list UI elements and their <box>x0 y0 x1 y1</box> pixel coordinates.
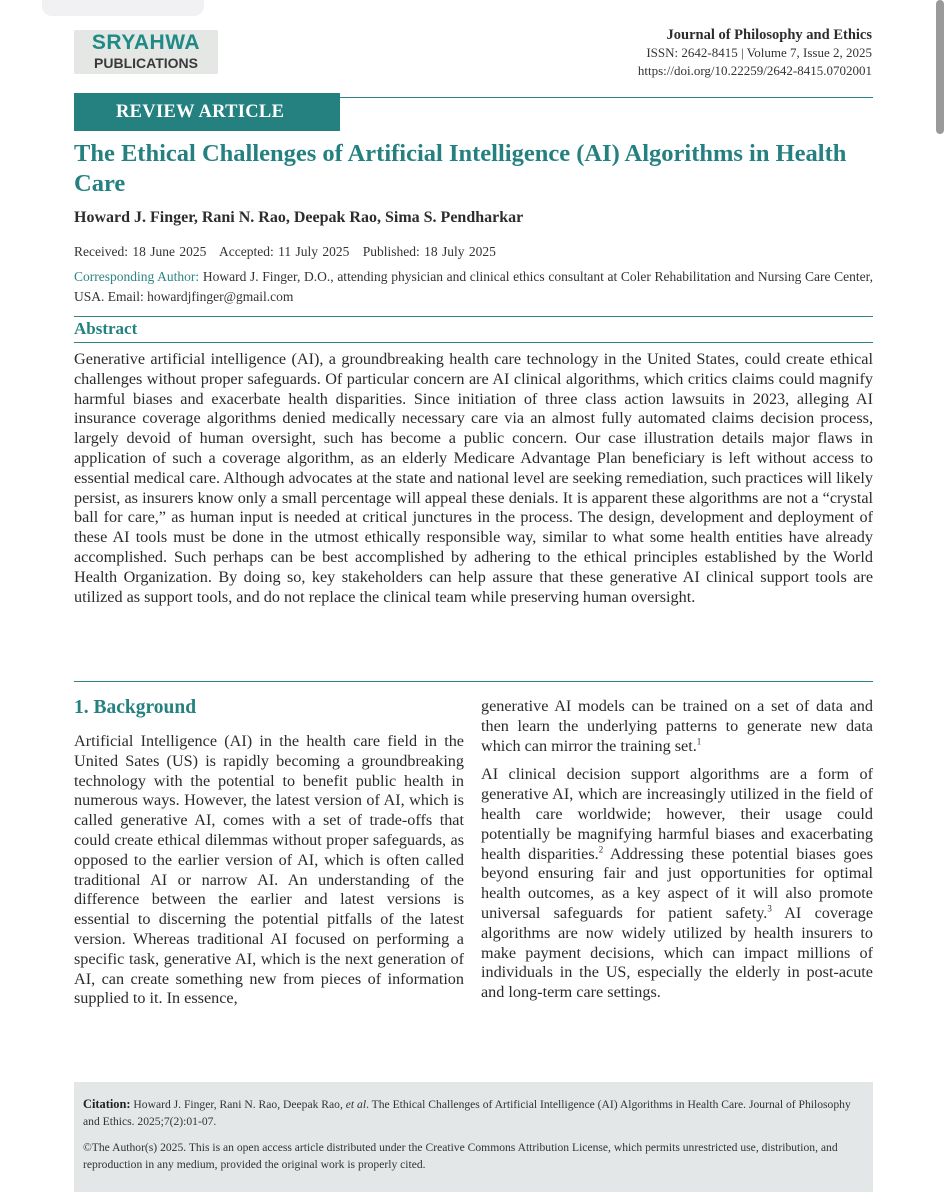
abstract-top-divider <box>74 316 873 317</box>
article-dates <box>74 244 505 260</box>
journal-info <box>638 26 872 80</box>
citation-label: Citation: <box>83 1097 131 1111</box>
scrollbar[interactable] <box>936 0 944 134</box>
reference-1[interactable]: 1 <box>696 736 702 747</box>
published-date: Published: 18 July 2025 <box>362 244 496 259</box>
publisher-sub: PUBLICATIONS <box>94 55 198 71</box>
citation-text: Citation: Howard J. Finger, Rani N. Rao, Deepak Rao, et al. The Ethical Challenges of Artificial Intelligence (AI) Algorithms in Health Care. Journal of Philosophy and Ethics. 2025;7(2):01-07. <box>83 1097 851 1128</box>
abstract-bottom-divider <box>74 681 873 682</box>
browser-top-tab <box>42 0 204 16</box>
abstract-text: Generative artificial intelligence (AI), a groundbreaking health care technology in the United States, could create ethical challenges without proper safeguards. Of particular concern are AI clinical algorithms, which critics claims could magnify harmful biases and exacerbate health disparities. Since initiation of three class action lawsuits in 2023, alleging AI insurance coverage algorithms denied medically necessary care via an almost fully automated claims decision process, largely devoid of human oversight, such has become a public concern. Our case illustration details major flaws in application of such a coverage algorithm, as an elderly Medicare Advantage Plan beneficiary is left without access to essential medical care. Although advocates at the state and national level are seeking remediation, such practices will likely persist, as insurers know only a small percentage will appeal these denials. It is apparent these algorithms are not a “crystal ball for care,” as human input is needed at critical junctures in the process. The design, development and deployment of these AI tools must be done in the utmost ethically responsible way, similar to what some health entities have already accomplished. Such perhaps can be best accomplished by adhering to the ethical principles established by the World Health Organization. By doing so, key stakeholders can help assure that these generative AI clinical support tools are utilized as support tools, and do not replace the clinical team while preserving human oversight. <box>74 350 873 606</box>
license-text: ©The Author(s) 2025. This is an open access article distributed under the Creative Commons Attribution License, which permits unrestricted use, distribution, and reproduction in any medium, provided the original work is properly cited. <box>83 1141 838 1171</box>
background-column-1: Artificial Intelligence (AI) in the health care field in the United Sates (US) is rapidly becoming a groundbreaking technology with the potential to benefit public health in numerous ways. However, the latest version of AI, which is called generative AI, comes with a set of trade-offs that could create ethical dilemmas without proper safeguards, as opposed to the earlier version of AI, which is often called traditional AI or narrow AI. An understanding of the difference between the earlier and latest versions is essential to discerning the potential pitfalls of the latest version. Whereas traditional AI focused on performing a specific task, generative AI, which is the next generation of AI, can create something new from pieces of information supplied to it. In essence, <box>74 732 464 1008</box>
reference-2[interactable]: 2 <box>598 844 604 855</box>
author-list: Howard J. Finger, Rani N. Rao, Deepak Rao, Sima S. Pendharkar <box>74 209 524 226</box>
accepted-date: Accepted: 11 July 2025 <box>219 244 350 259</box>
section-heading-background: 1. Background <box>74 697 197 718</box>
article-title: The Ethical Challenges of Artificial Intelligence (AI) Algorithms in Health Care <box>74 140 847 197</box>
reference-3[interactable]: 3 <box>767 903 772 914</box>
article-type-banner: REVIEW ARTICLE <box>74 93 340 131</box>
journal-issue: ISSN: 2642-8415 | Volume 7, Issue 2, 2025 <box>646 45 872 60</box>
abstract-heading-divider <box>74 342 873 343</box>
background-paragraph: AI clinical decision support algorithms are a form of generative AI, which are increasingly utilized in the field of health care worldwide; however, their usage could potentially be magnifying harmful biases and exacerbating health disparities.$^2$ Addressing these potential biases goes beyond ensuring fair and just opportunities for optimal health outcomes, as a key aspect of it will also promote universal safeguards for patient safety.$^3$ AI coverage algorithms are now widely utilized by health insurers to make payment decisions, which can impact millions of individuals in the US, especially the elderly in post-acute and long-term care settings. <box>481 765 873 1002</box>
citation-box <box>74 1082 873 1192</box>
journal-doi[interactable]: https://doi.org/10.22259/2642-8415.0702001 <box>637 63 872 78</box>
publisher-name: SRYAHWA <box>91 31 201 54</box>
corresponding-author-text: Howard J. Finger, D.O., attending physician and clinical ethics consultant at Coler Rehabilitation and Nursing Care Center, USA. Email: howardjfinger@gmail.com <box>74 269 873 304</box>
received-date: Received: 18 June 2025 <box>74 244 207 259</box>
background-column-2 <box>481 697 873 1012</box>
corresponding-author-label: Corresponding Author: <box>74 269 200 284</box>
publisher-logo <box>74 30 218 74</box>
journal-title: Journal of Philosophy and Ethics <box>666 27 872 43</box>
abstract-heading: Abstract <box>74 319 138 338</box>
corresponding-author <box>74 267 873 307</box>
background-paragraph: generative AI models can be trained on a set of data and then learn the underlying patterns to generate new data which can mirror the training set.$^1$ <box>481 697 873 755</box>
